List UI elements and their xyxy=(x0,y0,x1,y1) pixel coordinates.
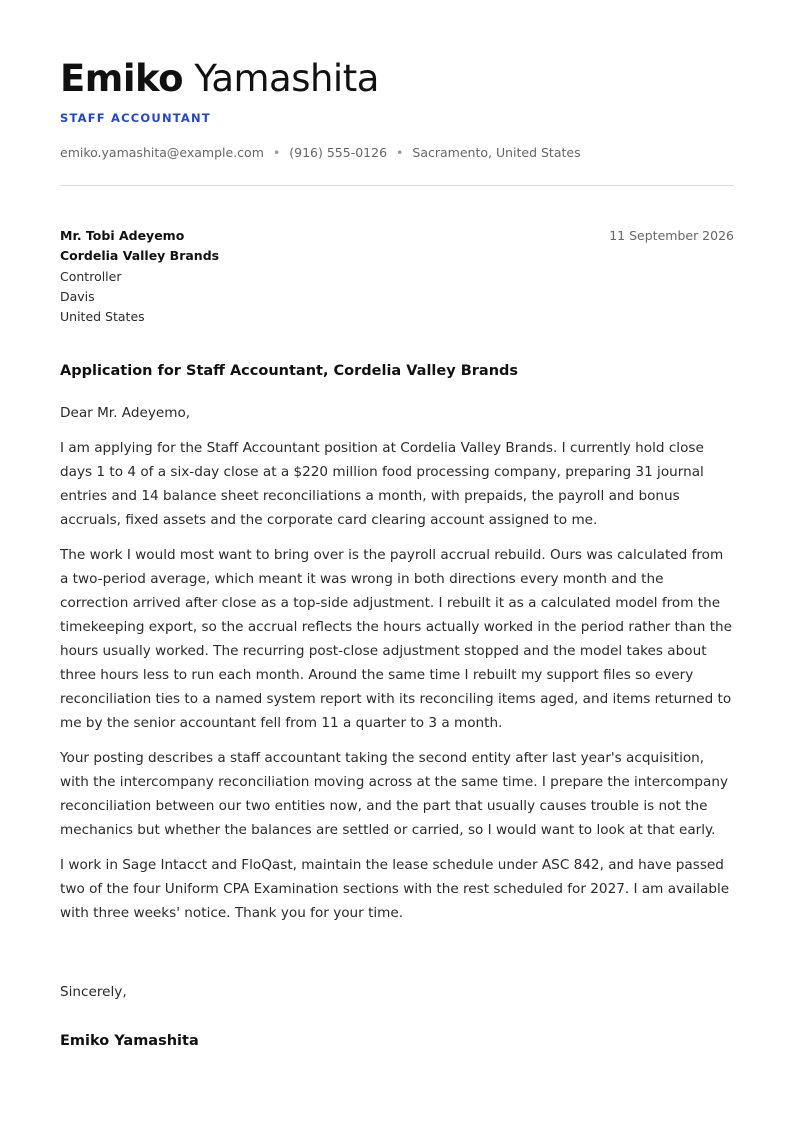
location: Sacramento, United States xyxy=(412,145,581,160)
body-paragraph: The work I would most want to bring over is the payroll accrual rebuild. Ours was calculated from a two-period average, which meant it was wrong in both directions every month and the correction arrived after close as a top-side adjustment. I rebuilt it as a calculated model from the timekeeping export, so the accrual reflects the hours actually worked in the period rather than the hours usually worked. The recurring post-close adjustment stopped and the model takes about three hours less to run each month. Around the same time I rebuilt my support files so every reconciliation ties to a named system report with its reconciling items aged, and items returned to me by the senior accountant fell from 11 a quarter to 3 a month. xyxy=(60,547,733,731)
recipient-block xyxy=(60,226,219,327)
subject-line: Application for Staff Accountant, Cordelia Valley Brands xyxy=(60,363,519,379)
applicant-name xyxy=(60,56,379,102)
separator-dot: • xyxy=(396,145,404,160)
header-divider xyxy=(60,185,734,186)
phone-number[interactable]: (916) 555-0126 xyxy=(289,145,388,160)
salutation: Dear Mr. Adeyemo, xyxy=(60,405,191,421)
body-paragraph: Your posting describes a staff accountant taking the second entity after last year's acquisition, with the intercompany reconciliation moving across at the same time. I prepare the intercompany reconciliation between our two entities now, and the part that usually causes trouble is not the mechanics but whether the balances are settled or carried, so I would want to look at that early. xyxy=(60,750,729,838)
first-name: Emiko xyxy=(60,57,184,100)
recipient-name: Mr. Tobi Adeyemo xyxy=(60,228,185,243)
contact-line xyxy=(60,145,581,160)
job-title: STAFF ACCOUNTANT xyxy=(60,111,211,125)
separator-dot: • xyxy=(272,145,281,160)
recipient-city: Davis xyxy=(60,288,95,304)
letter-date: 11 September 2026 xyxy=(609,228,734,243)
recipient-company: Cordelia Valley Brands xyxy=(60,248,220,264)
last-name: Yamashita xyxy=(194,57,379,100)
body-paragraph: I am applying for the Staff Accountant position at Cordelia Valley Brands. I currently hold close days 1 to 4 of a six-day close at a $220 million food processing company, preparing 31 journal entries and 14 balance sheet reconciliations a month, with prepaids, the payroll and bonus accruals, fixed assets and the corporate card clearing account assigned to me. xyxy=(60,440,704,528)
signature-name: Emiko Yamashita xyxy=(60,1033,199,1049)
letter-body xyxy=(60,436,734,936)
closing: Sincerely, xyxy=(60,984,127,1000)
recipient-country: United States xyxy=(60,309,145,325)
recipient-title: Controller xyxy=(60,268,122,284)
body-paragraph: I work in Sage Intacct and FloQast, maintain the lease schedule under ASC 842, and have passed two of the four Uniform CPA Examination sections with the rest scheduled for 2027. I am available with three weeks' notice. Thank you for your time. xyxy=(60,857,730,921)
email-link[interactable]: emiko.yamashita@example.com xyxy=(60,145,264,160)
